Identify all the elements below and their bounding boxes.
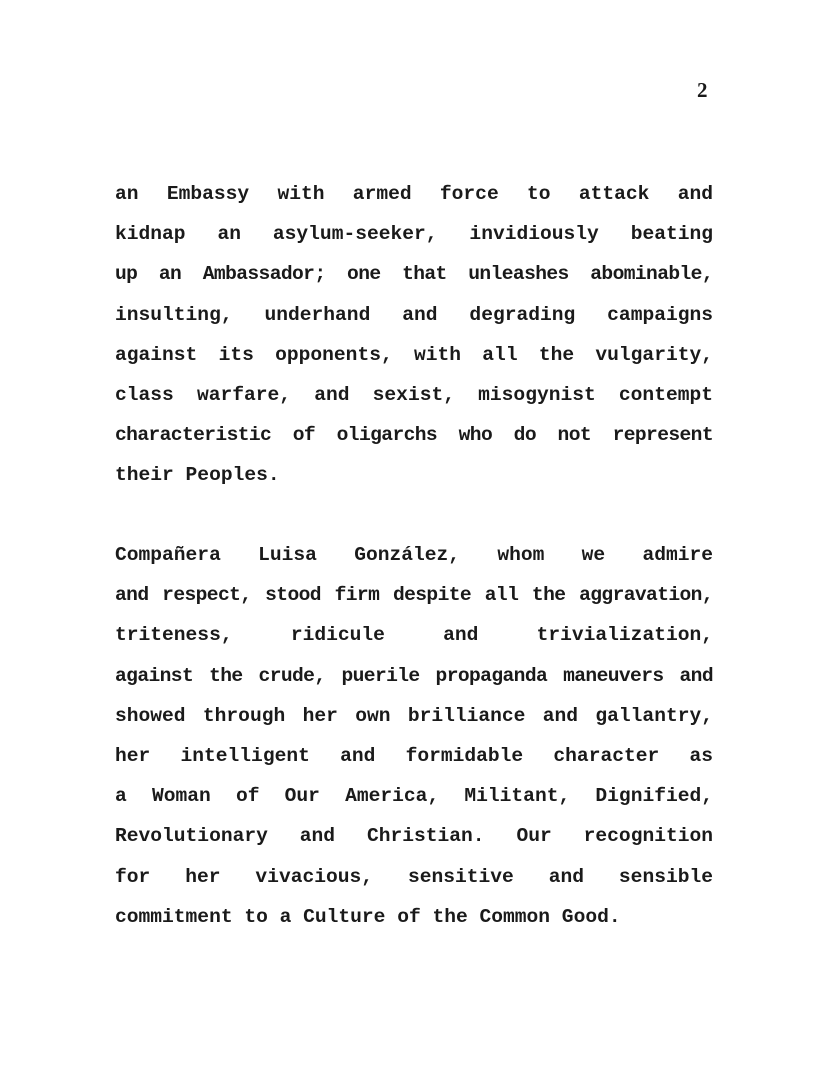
text-line: Compañera Luisa González, whom we admire [115,544,713,566]
text-line: Revolutionary and Christian. Our recognition [115,825,713,848]
text-line: for her vivacious, sensitive and sensible [115,865,713,888]
text-line: up an Ambassador; one that unleashes abominable, [115,263,713,286]
text-line: against the crude, puerile propaganda maneuvers and [115,664,713,687]
paragraph-1 [115,174,713,496]
text-line: a Woman of Our America, Militant, Dignified, [115,785,713,808]
text-line: their Peoples. [115,464,280,487]
text-line: class warfare, and sexist, misogynist contempt [115,383,713,406]
text-line: commitment to a Culture of the Common Good. [115,905,621,928]
text-line: kidnap an asylum-seeker, invidiously beating [115,223,713,246]
text-line: and respect, stood firm despite all the aggravation, [115,584,713,607]
text-line: triteness, ridicule and trivialization, [115,624,713,647]
text-line: against its opponents, with all the vulgarity, [115,343,713,366]
text-line: showed through her own brilliance and gallantry, [115,704,713,727]
text-line: characteristic of oligarchs who do not represent [115,424,713,447]
text-line: insulting, underhand and degrading campaigns [115,303,713,326]
paragraph-2 [115,535,713,937]
page-number: 2 [697,78,708,102]
text-line: her intelligent and formidable character as [115,744,713,767]
text-line: an Embassy with armed force to attack and [115,183,713,205]
